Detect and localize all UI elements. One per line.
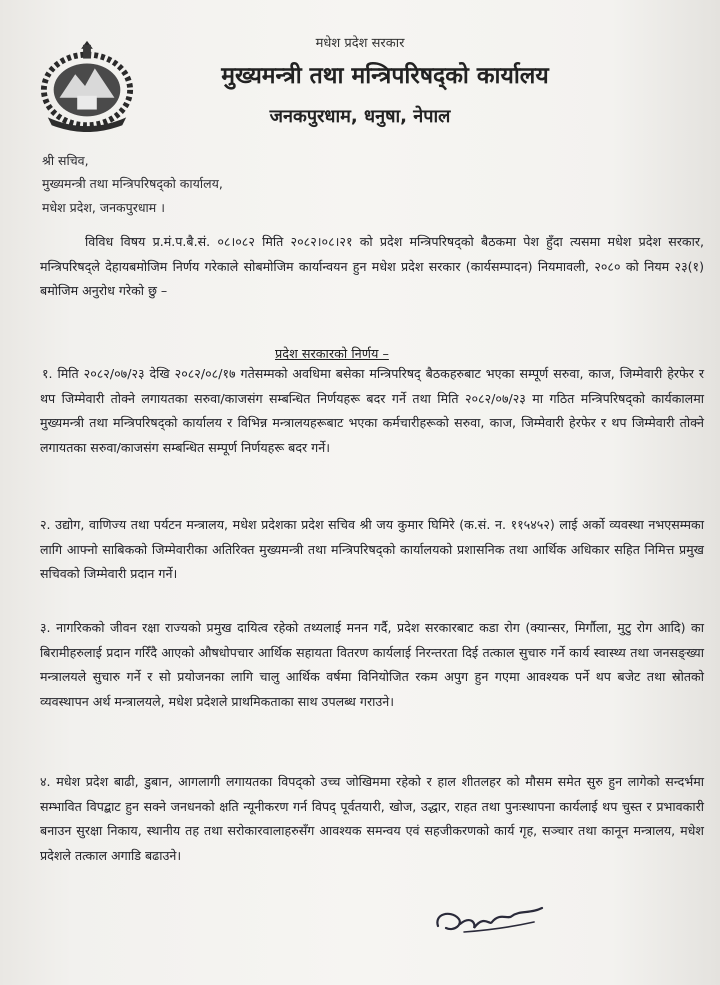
nepal-emblem-icon [38, 40, 136, 132]
decision-item-1: १. मिति २०८२/०७/२३ देखि २०८२/०८/१७ गतेसम्मको अवधिमा बसेका मन्त्रिपरिषद् बैठकहरुबाट भएका सम्पूर्ण सरुवा, काज, जिम्मेवारी हेरफेर र थप जिम्मेवारी तोक्ने लगायतका सरुवा/काजसंग सम्बन्धित निर्णयहरू बदर गर्ने तथा मिति २०८२/०७/२३ मा गठित मन्त्रिपरिषद्को कार्यकालमा मुख्यमन्त्री तथा मन्त्रिपरिषद्को कार्यालय र विभिन्न मन्त्रालयहरूबाट भएका कर्मचारीहरूको सरुवा, काज, जिम्मेवारी हेरफेर र थप जिम्मेवारी तोक्ने लगायतका सरुवा/काजसंग सम्बन्धित सम्पूर्ण निर्णयहरू बदर गर्ने। [40, 366, 704, 455]
decision-item-2: २. उद्योग, वाणिज्य तथा पर्यटन मन्त्रालय, मधेश प्रदेशका प्रदेश सचिव श्री जय कुमार घिमिरे (क.सं. न. ११५४५२) लाई अर्को व्यवस्था नभएसम्मका लागि आफ्नो साबिकको जिम्मेवारीका अतिरिक्त मुख्यमन्त्री तथा मन्त्रिपरिषद्को कार्यालयको प्रशासनिक तथा आर्थिक अधिकार सहित निमित्त प्रमुख सचिवको जिम्मेवारी प्रदान गर्ने। [40, 517, 704, 581]
intro-paragraph: विविध विषय प्र.मं.प.बै.सं. ०८।०८२ मिति २०८२।०८।२१ को प्रदेश मन्त्रिपरिषद्को बैठकमा पेश हुँदा त्यसमा मधेश प्रदेश सरकार, मन्त्रिपरिषद्ले देहायबमोजिम निर्णय गरेकाले सोबमोजिम कार्यान्वयन हुन मधेश प्रदेश सरकार (कार्यसम्पादन) नियमावली, २०८० को नियम २३(१) बमोजिम अनुरोध गरेको छु – [40, 234, 704, 298]
addressee-line-2: मुख्यमन्त्री तथा मन्त्रिपरिषद्को कार्यालय, [42, 176, 223, 191]
office-location: जनकपुरधाम, धनुषा, नेपाल [269, 106, 451, 127]
decision-item-3: ३. नागरिकको जीवन रक्षा राज्यको प्रमुख दायित्व रहेको तथ्यलाई मनन गर्दै, प्रदेश सरकारबाट कडा रोग (क्यान्सर, मिर्गौला, मुटु रोग आदि) का बिरामीहरुलाई प्रदान गरिँदै आएको औषधोपचार आर्थिक सहायता वितरण कार्यलाई निरन्तरता दिई तत्काल सुचारु गर्ने कार्य स्वास्थ्य तथा जनसङ्ख्या मन्त्रालयले सुचारु गर्ने र सो प्रयोजनका लागि चालु आर्थिक वर्षमा विनियोजित रकम अपुग हुन गएमा आवश्यक पर्ने थप बजेट तथा स्रोतको व्यवस्थापन अर्थ मन्त्रालयले, मधेश प्रदेशले प्राथमिकताका साथ उपलब्ध गराउने। [40, 620, 704, 709]
addressee-line-3: मधेश प्रदेश, जनकपुरधाम । [42, 200, 165, 215]
government-name: मधेश प्रदेश सरकार [315, 36, 405, 51]
decision-item-4: ४. मधेश प्रदेश बाढी, डुबान, आगलागी लगायतका विपद्को उच्च जोखिममा रहेको र हाल शीतलहर को मौसम समेत सुरु हुन लागेको सन्दर्भमा सम्भावित विपद्बाट हुन सक्ने जनधनको क्षति न्यूनीकरण गर्न विपद् पूर्वतयारी, खोज, उद्धार, राहत तथा पुनःस्थापना कार्यलाई थप चुस्त र प्रभावकारी बनाउन सुरक्षा निकाय, स्थानीय तह तथा सरोकारवालाहरुसँग आवश्यक समन्वय एवं सहजीकरणको कार्य गृह, सञ्चार तथा कानून मन्त्रालय, मधेश प्रदेशले तत्काल अगाडि बढाउने। [40, 774, 705, 863]
signature-mark [430, 896, 550, 942]
office-title: मुख्यमन्त्री तथा मन्त्रिपरिषद्को कार्यालय [221, 63, 549, 89]
decision-heading: प्रदेश सरकारको निर्णय – [275, 347, 389, 362]
addressee-line-1: श्री सचिव, [42, 153, 89, 168]
